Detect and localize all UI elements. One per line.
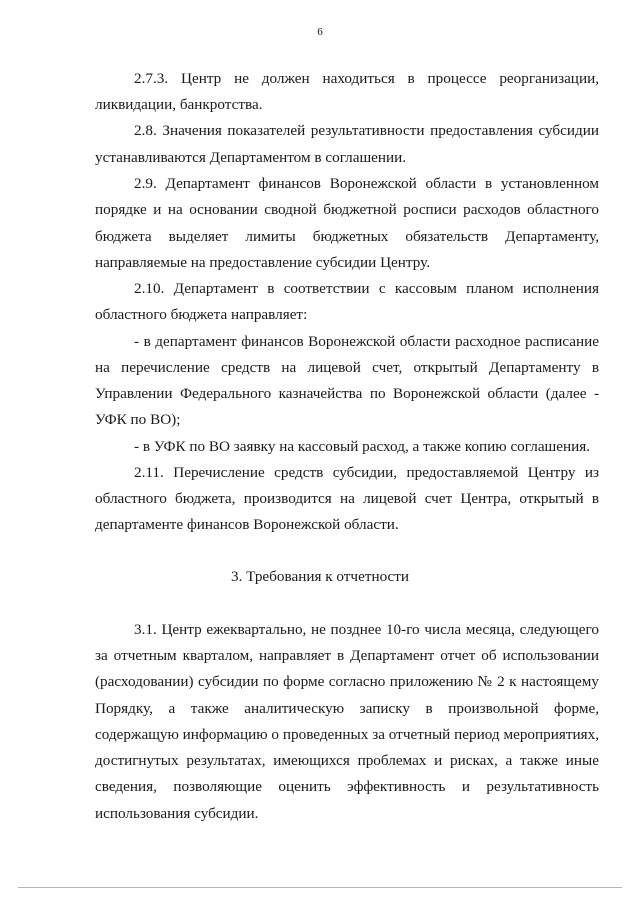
section-heading: 3. Требования к отчетности: [230, 568, 410, 585]
text-line: УФК по ВО);: [95, 411, 181, 428]
text-line: областного бюджета направляет:: [95, 306, 308, 323]
text-line: устанавливаются Департаментом в соглашении.: [95, 149, 407, 166]
text-line: 3.1. Центр ежеквартально, не позднее 10-го числа месяца, следующего: [134, 621, 599, 638]
text-line: - в департамент финансов Воронежской области расходное расписание: [134, 333, 599, 350]
text-line: использования субсидии.: [95, 805, 259, 822]
text-line: 2.7.3. Центр не должен находиться в процессе реорганизации,: [134, 70, 599, 87]
scan-edge-line: [18, 887, 622, 888]
text-line: достигнутых результатах, имеющихся проблемах и рисках, а также иные: [95, 752, 599, 769]
text-line: - в УФК по ВО заявку на кассовый расход, а также копию соглашения.: [134, 438, 591, 455]
text-line: сведения, позволяющие оценить эффективность и результативность: [95, 778, 599, 795]
text-line: бюджета выделяет лимиты бюджетных обязательств Департаменту,: [95, 228, 599, 245]
text-line: 2.9. Департамент финансов Воронежской области в установленном: [134, 175, 599, 192]
text-line: содержащую информацию о проведенных за отчетный период мероприятиях,: [95, 726, 599, 743]
text-line: Управлении Федерального казначейства по Воронежской области (далее -: [95, 385, 599, 402]
text-line: департаменте финансов Воронежской области.: [95, 516, 399, 533]
text-line: Порядку, а также аналитическую записку в произвольной форме,: [95, 700, 599, 717]
text-line: порядке и на основании сводной бюджетной росписи расходов областного: [95, 201, 599, 218]
text-line: (расходовании) субсидии по форме согласно приложению № 2 к настоящему: [95, 673, 599, 690]
text-line: 2.8. Значения показателей результативности предоставления субсидии: [134, 122, 599, 139]
text-line: за отчетным кварталом, направляет в Департамент отчет об использовании: [95, 647, 599, 664]
page-number: 6: [317, 26, 323, 38]
text-line: областного бюджета, производится на лицевой счет Центра, открытый в: [95, 490, 599, 507]
text-line: ликвидации, банкротства.: [95, 96, 263, 113]
text-line: на перечисление средств на лицевой счет, открытый Департаменту в: [95, 359, 599, 376]
text-line: 2.11. Перечисление средств субсидии, предоставляемой Центру из: [134, 464, 599, 481]
text-line: 2.10. Департамент в соответствии с кассовым планом исполнения: [134, 280, 599, 297]
text-line: направляемые на предоставление субсидии Центру.: [95, 254, 431, 271]
